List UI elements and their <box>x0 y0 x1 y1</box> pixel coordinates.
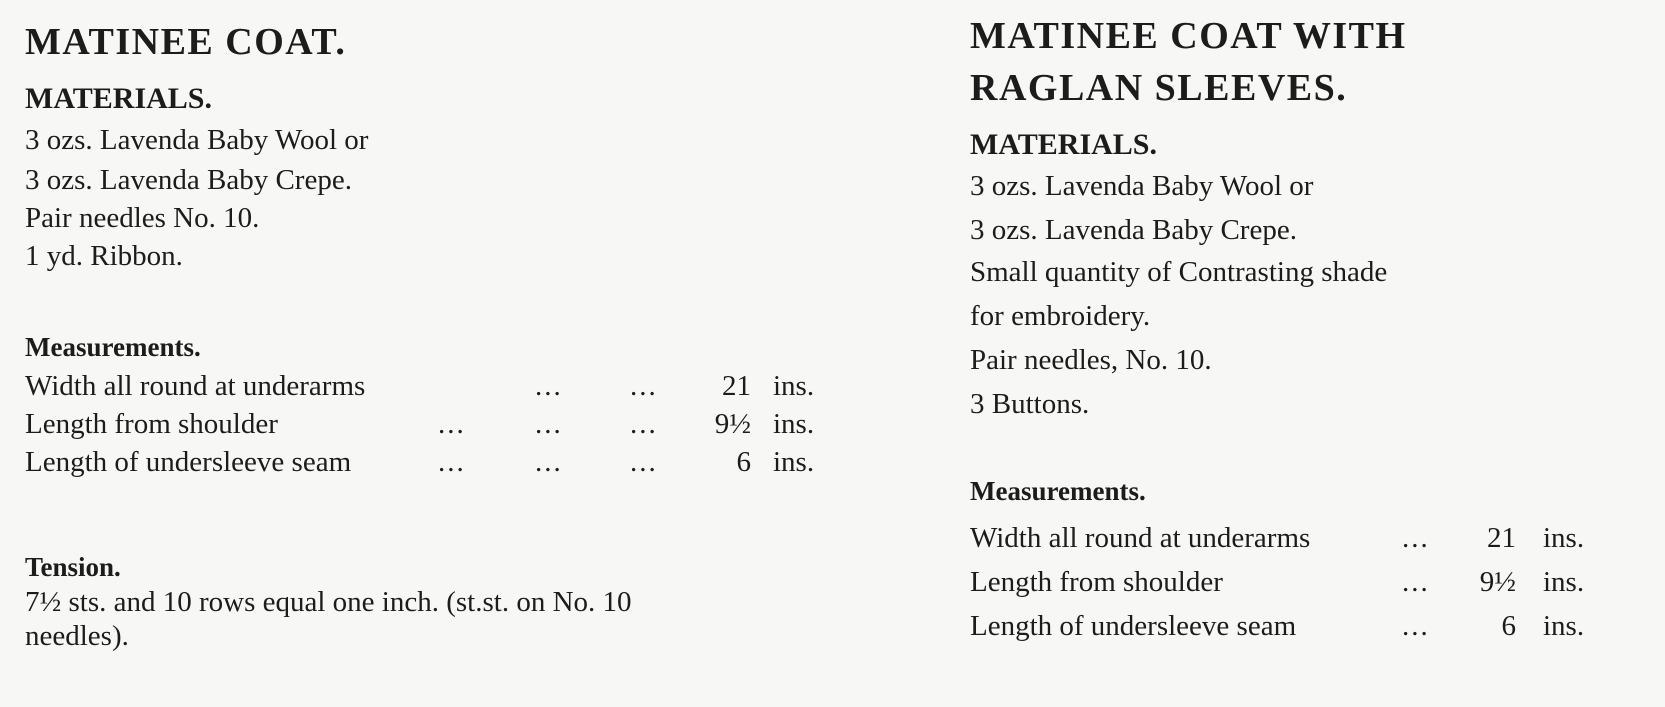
measurement-value: 21 <box>1487 522 1516 554</box>
materials-line: Pair needles No. 10. <box>25 202 260 234</box>
measurement-row <box>970 522 1650 562</box>
leader-dots: ... <box>438 408 466 440</box>
pattern-title: RAGLAN SLEEVES. <box>970 67 1348 109</box>
measurement-row <box>25 370 875 410</box>
measurement-unit: ins. <box>773 408 815 440</box>
measurement-unit: ins. <box>1543 566 1585 598</box>
measurements-heading: Measurements. <box>970 476 1146 506</box>
leader-dots: ... <box>1402 522 1430 554</box>
materials-line: 3 ozs. Lavenda Baby Wool or <box>25 124 369 156</box>
leader-dots: ... <box>535 370 563 402</box>
measurement-row <box>970 566 1650 606</box>
measurement-value: 21 <box>722 370 751 402</box>
tension-heading: Tension. <box>25 552 121 582</box>
measurement-label: Length from shoulder <box>970 566 1223 598</box>
materials-line: for embroidery. <box>970 300 1151 332</box>
measurement-value: 6 <box>1501 610 1516 642</box>
measurement-value: 9½ <box>1479 566 1516 598</box>
leader-dots: ... <box>630 408 658 440</box>
materials-line: 3 ozs. Lavenda Baby Crepe. <box>970 214 1297 246</box>
measurement-label: Length of undersleeve seam <box>25 446 352 478</box>
materials-heading: MATERIALS. <box>970 128 1157 161</box>
measurement-value: 6 <box>736 446 751 478</box>
measurement-label: Length from shoulder <box>25 408 278 440</box>
measurement-label: Width all round at underarms <box>25 370 366 402</box>
pattern-title: MATINEE COAT WITH <box>970 15 1407 57</box>
leader-dots: ... <box>535 446 563 478</box>
leader-dots: ... <box>630 446 658 478</box>
materials-line: 3 ozs. Lavenda Baby Wool or <box>970 170 1314 202</box>
tension-line: needles). <box>25 620 129 652</box>
leader-dots: ... <box>535 408 563 440</box>
materials-line: Small quantity of Contrasting shade <box>970 256 1388 288</box>
measurement-label: Width all round at underarms <box>970 522 1311 554</box>
pattern-title: MATINEE COAT. <box>25 21 347 63</box>
measurements-heading: Measurements. <box>25 332 201 362</box>
measurement-unit: ins. <box>773 370 815 402</box>
measurement-unit: ins. <box>1543 522 1585 554</box>
materials-line: 3 ozs. Lavenda Baby Crepe. <box>25 164 352 196</box>
measurement-unit: ins. <box>773 446 815 478</box>
materials-line: 3 Buttons. <box>970 388 1090 420</box>
measurement-row <box>25 446 875 486</box>
materials-line: 1 yd. Ribbon. <box>25 240 183 272</box>
measurement-unit: ins. <box>1543 610 1585 642</box>
measurement-label: Length of undersleeve seam <box>970 610 1297 642</box>
leader-dots: ... <box>438 446 466 478</box>
materials-heading: MATERIALS. <box>25 82 212 115</box>
materials-line: Pair needles, No. 10. <box>970 344 1212 376</box>
measurement-value: 9½ <box>714 408 751 440</box>
leader-dots: ... <box>630 370 658 402</box>
leader-dots: ... <box>1402 566 1430 598</box>
measurement-row <box>25 408 875 448</box>
measurement-row <box>970 610 1650 650</box>
tension-line: 7½ sts. and 10 rows equal one inch. (st.st. on No. 10 <box>25 586 632 618</box>
leader-dots: ... <box>1402 610 1430 642</box>
